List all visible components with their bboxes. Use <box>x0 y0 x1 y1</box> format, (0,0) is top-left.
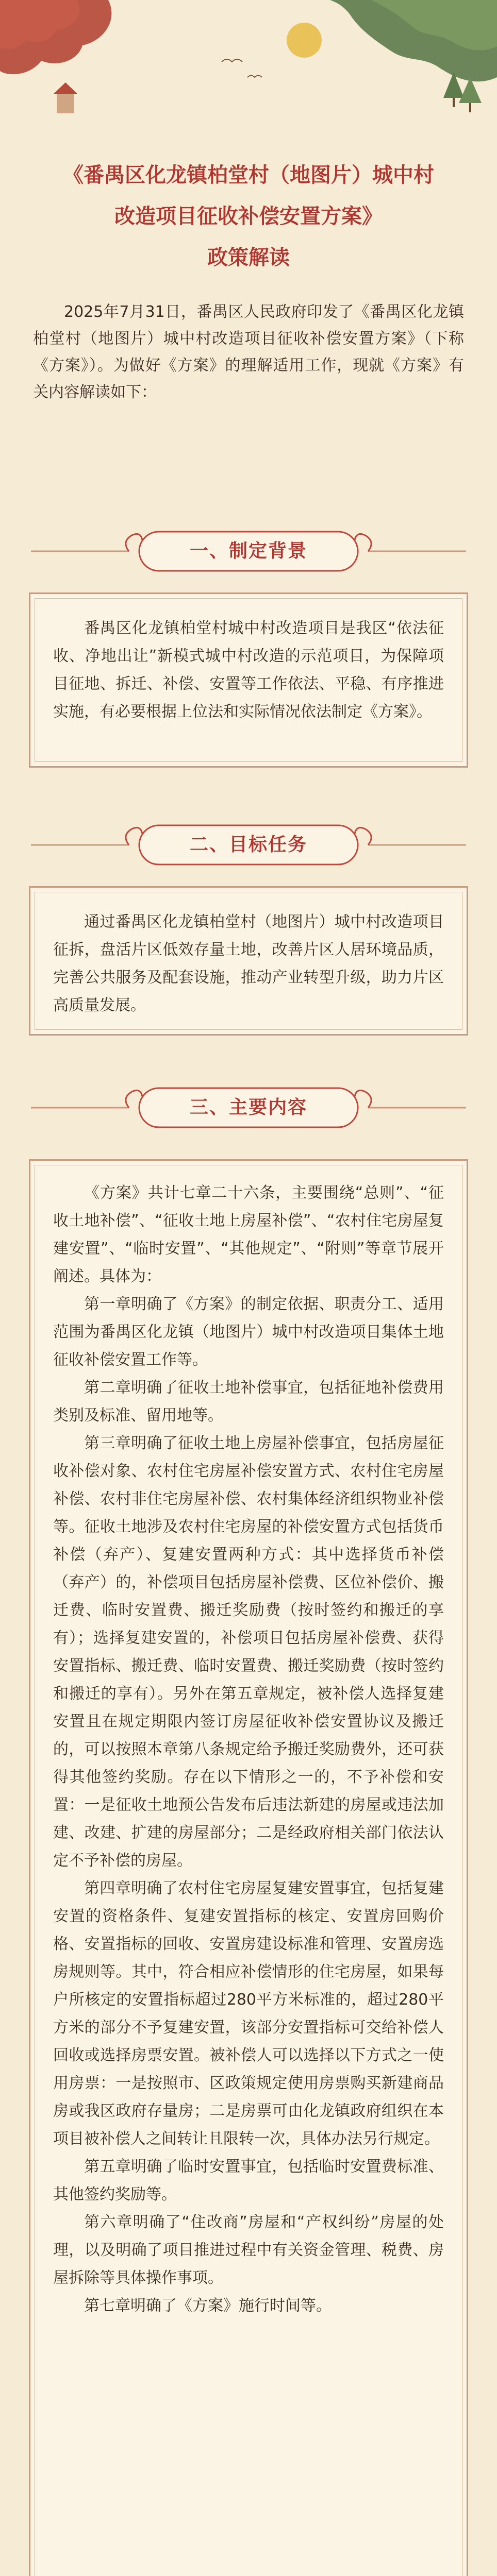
intro-paragraph: 2025年7月31日，番禺区人民政府印发了《番禺区化龙镇柏堂村（地图片）城中村改造项目征收补偿安置方案》（下称《方案》）。为做好《方案》的理解适用工作，现就《方案》有关内容解读如下： <box>33 303 464 401</box>
section-paragraph: 第四章明确了农村住宅房屋复建安置事宜，包括复建安置的资格条件、复建安置指标的核定、安置房回购价格、安置指标的回收、安置房建设标准和管理、安置房选房规则等。其中，符合相应补偿情形的住宅房屋，如果每户所核定的安置指标超过280平方米标准的，超过280平方米的部分不予复建安置，该部分安置指标可交给补偿人回收或选择房票安置。被补偿人可以选择以下方式之一使用房票：一是按照市、区政策规定使用房票购买新建商品房或我区政府存量房；二是房票可由化龙镇政府组织在本项目被补偿人之间转让且限转一次，具体办法另行规定。 <box>53 1879 444 2148</box>
section-heading-1 <box>0 520 497 582</box>
section-heading-2 <box>0 814 497 876</box>
sun-shape <box>287 23 322 58</box>
section-paragraph: 第一章明确了《方案》的制定依据、职责分工、适用范围为番禺区化龙镇（地图片）城中村改造项目集体土地征收补偿安置工作等。 <box>53 1295 444 1369</box>
section-paragraph: 第六章明确了“住改商”房屋和“产权纠纷”房屋的处理，以及明确了项目推进过程中有关资金管理、税费、房屋拆除等具体操作事项。 <box>53 2213 444 2287</box>
title-line-2: 改造项目征收补偿安置方案》 <box>114 205 383 228</box>
header-illustration <box>0 0 497 170</box>
title-line-3: 政策解读 <box>207 246 290 269</box>
section-heading-label: 二、目标任务 <box>189 834 307 855</box>
header-decoration-svg <box>0 0 497 170</box>
section-heading-3 <box>0 1077 497 1139</box>
title-line-1: 《番禺区化龙镇柏堂村（地图片）城中村 <box>63 163 434 187</box>
section-box-2 <box>29 886 468 1036</box>
section-paragraph: 《方案》共计七章二十六条，主要围绕“总则”、“征收土地补偿”、“征收土地上房屋补偿”、“农村住宅房屋复建安置”、“临时安置”、“其他规定”、“附则”等章节展开阐述。具体为： <box>53 1184 444 1285</box>
section-paragraph: 第三章明确了征收土地上房屋补偿事宜，包括房屋征收补偿对象、农村住宅房屋补偿安置方式、农村住宅房屋补偿、农村非住宅房屋补偿、农村集体经济组织物业补偿等。征收土地涉及农村住宅房屋的补偿安置方式包括货币补偿（弃产）、复建安置两种方式：其中选择货币补偿（弃产）的，补偿项目包括房屋补偿费、区位补偿价、搬迁费、临时安置费、搬迁奖励费（按时签约和搬迁的享有）；选择复建安置的，补偿项目包括房屋补偿费、获得安置指标、搬迁费、临时安置费、搬迁奖励费（按时签约和搬迁的享有）。另外在第五章规定，被补偿人选择复建安置且在规定期限内签订房屋征收补偿安置协议及搬迁的，可以按照本章第八条规定给予搬迁奖励费外，还可获得其他签约奖励。存在以下情形之一的，不予补偿和安置：一是征收土地预公告发布后违法新建的房屋或违法加建、改建、扩建的房屋部分；二是经政府相关部门依法认定不予补偿的房屋。 <box>53 1434 444 1870</box>
section-heading-label: 三、主要内容 <box>189 1097 307 1118</box>
section-paragraph: 第七章明确了《方案》施行时间等。 <box>84 2297 332 2315</box>
section-paragraph: 第二章明确了征收土地补偿事宜，包括征地补偿费用类别及标准、留用地等。 <box>53 1379 444 1425</box>
document-title <box>0 155 497 278</box>
section-paragraph: 通过番禺区化龙镇柏堂村（地图片）城中村改造项目征拆，盘活片区低效存量土地，改善片区人居环境品质，完善公共服务及配套设施，推动产业转型升级，助力片区高质量发展。 <box>53 913 444 1014</box>
section-box-1 <box>29 592 468 768</box>
section-paragraph: 番禺区化龙镇柏堂村城中村改造项目是我区“依法征收、净地出让”新模式城中村改造的示范项目，为保障项目征地、拆迁、补偿、安置等工作依法、平稳、有序推进实施，有必要根据上位法和实际情况依法制定《方案》。 <box>53 619 444 721</box>
section-paragraph: 第五章明确了临时安置事宜，包括临时安置费标准、其他签约奖励等。 <box>53 2158 444 2204</box>
section-heading-label: 一、制定背景 <box>189 540 307 562</box>
section-box-3 <box>29 1159 468 2576</box>
